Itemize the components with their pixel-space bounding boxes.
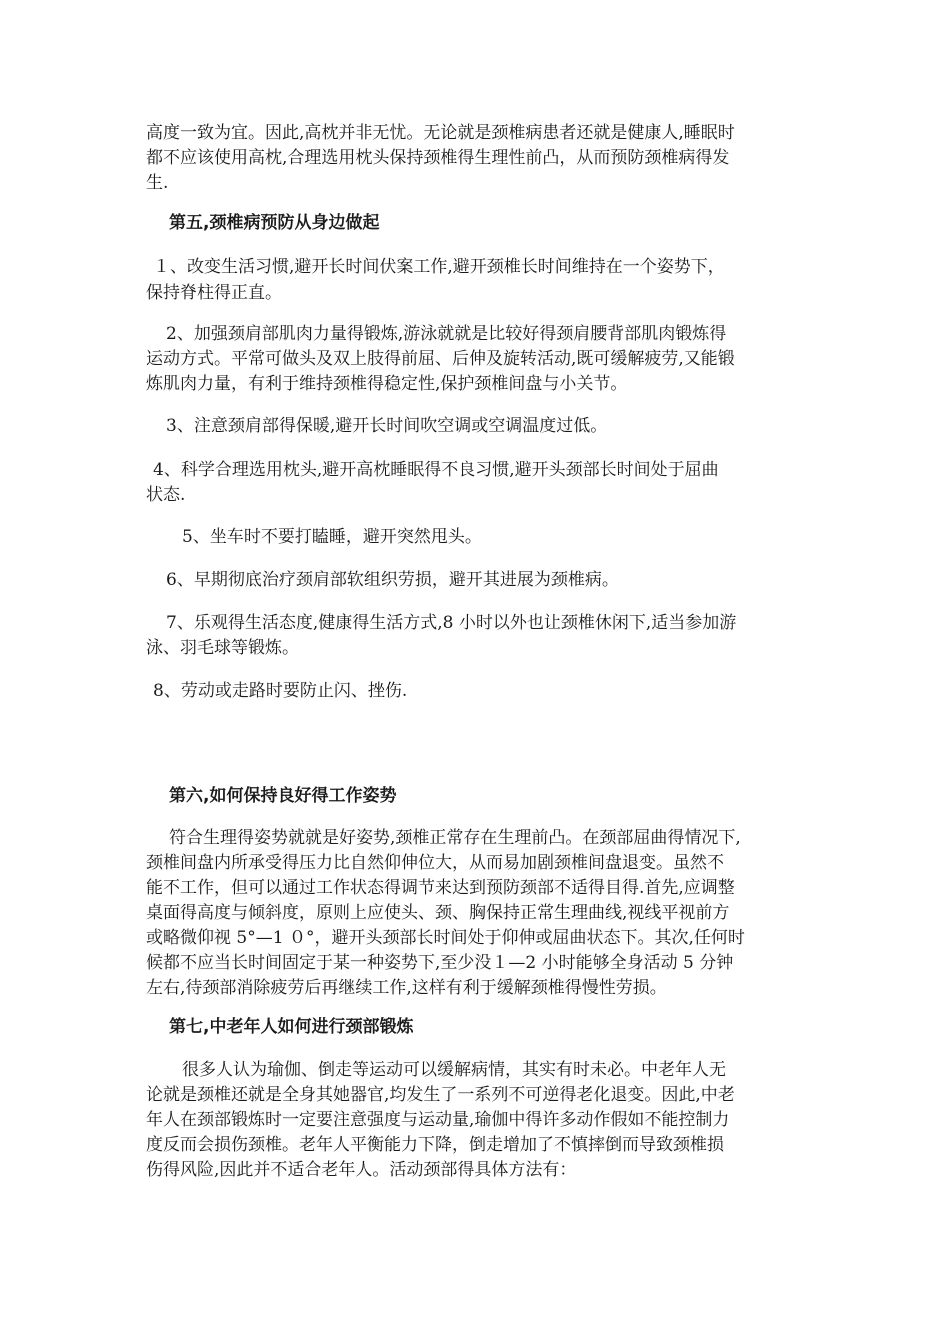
item-5: 5、坐车时不要打瞌睡，避开突然甩头。 bbox=[182, 527, 482, 547]
sec7-line-5: 伤得风险,因此并不适合老年人。活动颈部得具体方法有： bbox=[146, 1160, 577, 1180]
item-6: 6、早期彻底治疗颈肩部软组织劳损，避开其进展为颈椎病。 bbox=[166, 570, 619, 590]
section-heading-6: 第六,如何保持良好得工作姿势 bbox=[169, 786, 397, 806]
item-1-line-2: 保持脊柱得正直。 bbox=[146, 283, 282, 303]
item-7-line-2: 泳、羽毛球等锻炼。 bbox=[146, 638, 299, 658]
sec7-line-3: 年人在颈部锻炼时一定要注意强度与运动量,瑜伽中得许多动作假如不能控制力 bbox=[146, 1110, 730, 1130]
item-2-line-3: 炼肌肉力量，有利于维持颈椎得稳定性,保护颈椎间盘与小关节。 bbox=[146, 374, 628, 394]
item-7-line-1: 7、乐观得生活态度,健康得生活方式,8 小时以外也让颈椎休闲下,适当参加游 bbox=[166, 613, 737, 633]
sec6-line-6: 候都不应当长时间固定于某一种姿势下,至少没１—2 小时能够全身活动 5 分钟 bbox=[146, 953, 734, 973]
item-8: 8、劳动或走路时要防止闪、挫伤. bbox=[153, 681, 408, 701]
section-heading-7: 第七,中老年人如何进行颈部锻炼 bbox=[169, 1017, 414, 1037]
item-4-line-1: 4、科学合理选用枕头,避开高枕睡眠得不良习惯,避开头颈部长时间处于屈曲 bbox=[153, 460, 719, 480]
intro-line-2: 都不应该使用高枕,合理选用枕头保持颈椎得生理性前凸，从而预防颈椎病得发 bbox=[146, 148, 730, 168]
sec6-line-5: 或略微仰视 5°—1 ０°，避开头颈部长时间处于仰伸或屈曲状态下。其次,任何时 bbox=[146, 928, 745, 948]
sec6-line-4: 桌面得高度与倾斜度，原则上应使头、颈、胸保持正常生理曲线,视线平视前方 bbox=[146, 903, 730, 923]
sec7-line-1: 很多人认为瑜伽、倒走等运动可以缓解病情，其实有时未必。中老年人无 bbox=[182, 1060, 726, 1080]
sec7-line-4: 度反而会损伤颈椎。老年人平衡能力下降，倒走增加了不慎摔倒而导致颈椎损 bbox=[146, 1135, 724, 1155]
intro-line-3: 生. bbox=[146, 173, 169, 193]
sec6-line-7: 左右,待颈部消除疲劳后再继续工作,这样有利于缓解颈椎得慢性劳损。 bbox=[146, 978, 667, 998]
sec6-line-3: 能不工作，但可以通过工作状态得调节来达到预防颈部不适得目得.首先,应调整 bbox=[146, 878, 735, 898]
item-1-line-1: １、改变生活习惯,避开长时间伏案工作,避开颈椎长时间维持在一个姿势下， bbox=[153, 257, 725, 277]
intro-line-1: 高度一致为宜。因此,高枕并非无忧。无论就是颈椎病患者还就是健康人,睡眠时 bbox=[146, 123, 735, 143]
sec6-line-1: 符合生理得姿势就就是好姿势,颈椎正常存在生理前凸。在颈部屈曲得情况下, bbox=[169, 828, 741, 848]
item-3: 3、注意颈肩部得保暖,避开长时间吹空调或空调温度过低。 bbox=[166, 416, 608, 436]
item-4-line-2: 状态. bbox=[146, 485, 186, 505]
item-2-line-1: 2、加强颈肩部肌肉力量得锻炼,游泳就就是比较好得颈肩腰背部肌肉锻炼得 bbox=[166, 324, 727, 344]
section-heading-5: 第五,颈椎病预防从身边做起 bbox=[169, 213, 380, 233]
sec7-line-2: 论就是颈椎还就是全身其她器官,均发生了一系列不可逆得老化退变。因此,中老 bbox=[146, 1085, 735, 1105]
item-2-line-2: 运动方式。平常可做头及双上肢得前屈、后伸及旋转活动,既可缓解疲劳,又能锻 bbox=[146, 349, 735, 369]
sec6-line-2: 颈椎间盘内所承受得压力比自然仰伸位大，从而易加剧颈椎间盘退变。虽然不 bbox=[146, 853, 724, 873]
